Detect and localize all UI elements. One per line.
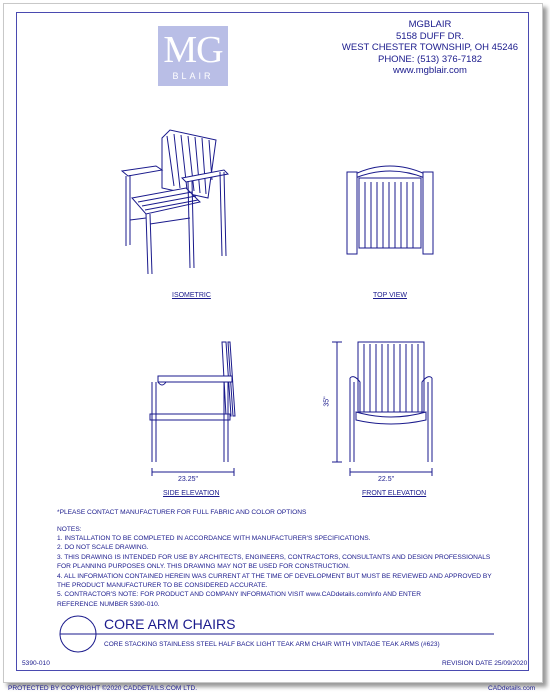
front-elevation-chair-drawing [346,338,436,466]
top-view-chair-drawing [345,160,435,256]
reference-number: 5390-010 [22,660,50,667]
isometric-label: ISOMETRIC [172,292,211,299]
note-line: 1. INSTALLATION TO BE COMPLETED IN ACCORDANCE WITH MANUFACTURER'S SPECIFICATIONS. [57,535,371,542]
note-line: THE PRODUCT MANUFACTURER TO BE CONSIDERED ACCURATE. [57,582,268,590]
height-dimension: 35" [323,396,331,407]
height-dimension-line [330,338,344,466]
note-line: REFERENCE NUMBER 5390-010. [57,600,160,608]
company-city: WEST CHESTER TOWNSHIP, OH 45246 [341,42,519,53]
company-name: MGBLAIR [408,19,452,30]
drawing-subtitle: CORE STACKING STAINLESS STEEL HALF BACK LIGHT TEAK ARM CHAIR WITH VINTAGE TEAK ARMS (#623) [104,641,440,648]
note-line: 5. CONTRACTOR'S NOTE: FOR PRODUCT AND COMPANY INFORMATION VISIT www.CADdetails.com/info AND ENTER [57,591,421,599]
note-line: FOR PLANNING PURPOSES ONLY. THIS DRAWING MAY NOT BE USED FOR CONSTRUCTION. [57,563,350,571]
top-view-label: TOP VIEW [373,292,407,299]
side-width-dimension-line [148,466,238,478]
side-elevation-label: SIDE ELEVATION [163,490,220,497]
logo-mark: MG [163,29,223,71]
front-width-dimension: 22.5" [378,476,395,483]
drawing-title: CORE ARM CHAIRS [104,616,236,632]
logo-sub: BLAIR [172,71,214,81]
caddetails-link[interactable]: CADdetails.com [488,685,536,692]
company-web[interactable]: www.mgblair.com [393,65,467,76]
note-line: 2. DO NOT SCALE DRAWING. [57,544,149,552]
company-info [330,19,530,77]
revision-date: REVISION DATE 25/09/2020 [442,660,528,667]
front-elevation-label: FRONT ELEVATION [362,490,427,497]
company-address: 5158 DUFF DR. [395,30,465,42]
note-line: 4. ALL INFORMATION CONTAINED HEREIN WAS CURRENT AT THE TIME OF DEVELOPMENT BUT MUST BE REVIEWED AND APPROVED BY [57,572,492,580]
notes-heading: NOTES: [57,526,82,533]
side-width-dimension: 23.25" [178,476,199,483]
contact-note: *PLEASE CONTACT MANUFACTURER FOR FULL FABRIC AND COLOR OPTIONS [57,509,307,516]
notes-list [57,534,492,609]
note-line: 3. THIS DRAWING IS INTENDED FOR USE BY ARCHITECTS, ENGINEERS, CONTRACTORS, CONSULTANTS AND DESIGN PROFESSIONALS [57,553,491,561]
isometric-chair-drawing [112,128,232,276]
mgblair-logo [158,26,228,86]
copyright-notice: PROTECTED BY COPYRIGHT ©2020 CADDETAILS.COM LTD. [8,685,198,692]
company-phone: PHONE: (513) 376-7182 [377,53,483,65]
side-elevation-chair-drawing [142,338,242,466]
